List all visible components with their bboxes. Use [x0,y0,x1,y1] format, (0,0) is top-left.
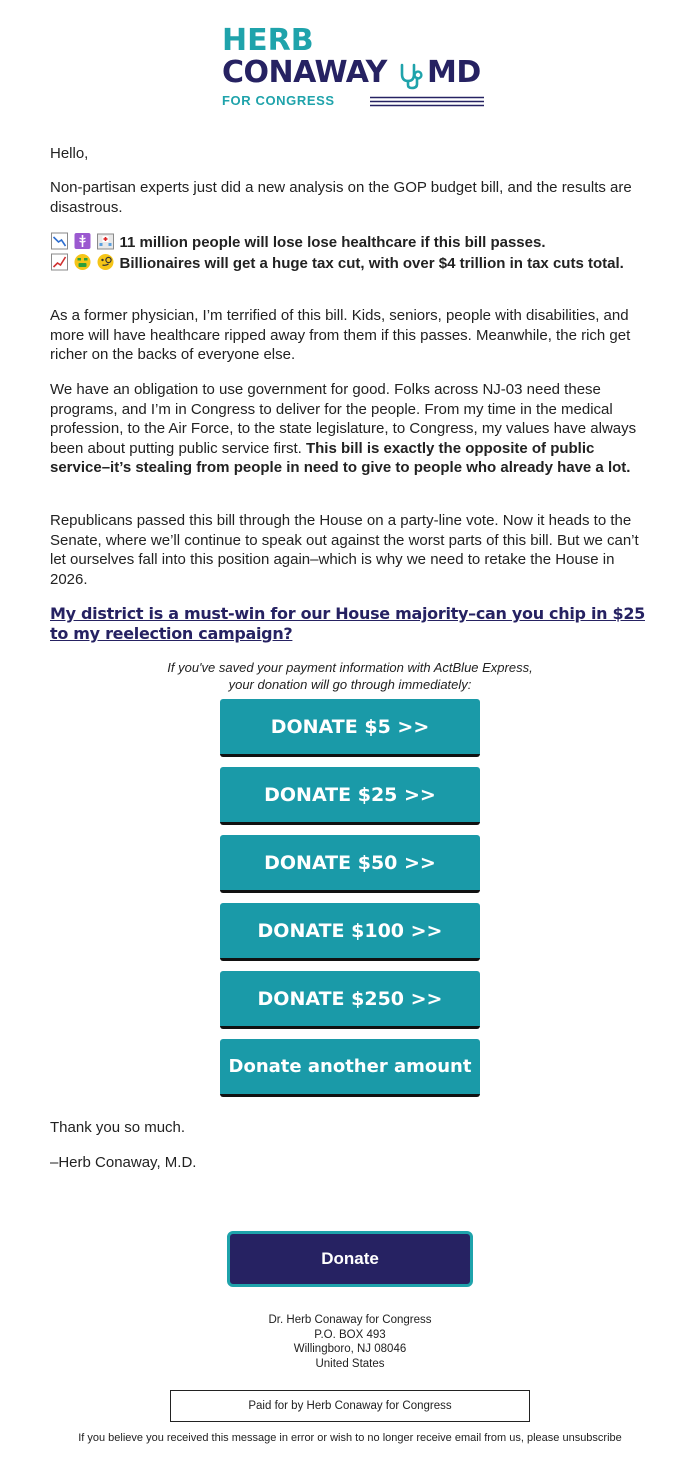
unsubscribe-link[interactable]: unsubscribe [562,1432,622,1444]
unsubscribe-text: If you believe you received this message in error or wish to no longer receive email from us, please [78,1432,563,1444]
donate-50-button[interactable]: DONATE $50 >> [220,835,480,893]
hospital-icon [96,232,115,250]
logo-md-text: MD [427,55,481,90]
donate-other-amount-button[interactable]: Donate another amount [220,1039,480,1097]
medical-symbol-icon [73,232,92,250]
actblue-express-note [100,659,600,693]
logo-decorative-lines [370,96,484,108]
physician-paragraph: As a former physician, I’m terrified of this bill. Kids, seniors, people with disabilities, and more will have healthcare ripped away from them if this passes. Meanwhile, the rich get richer on the backs of everyone else. [50,307,631,363]
logo-herb-text: HERB [222,23,314,58]
republicans-paragraph: Republicans passed this bill through the House on a party-line vote. Now it heads to the Senate, where we’ll continue to speak out against the worst parts of this bill. But we can’t let ourselves fall into this position again–which is why we need to retake the House in 2026. [50,512,639,588]
stat-line-1 [50,232,650,253]
obligation-text: We have an obligation to use government for good. Folks across NJ-03 need these programs, and I’m in Congress to deliver for the people. From my time in the medical profession, to the Air Force, to the state legislature, to Congress, my values have always been about putting public service first. [50,381,637,457]
donate-100-button[interactable]: DONATE $100 >> [220,903,480,961]
express-line-2: your donation will go through immediately: [228,677,472,692]
express-line-1: If you've saved your payment information with ActBlue Express, [167,660,533,675]
donate-5-button[interactable]: DONATE $5 >> [220,699,480,757]
logo-conaway-text: CONAWAY [222,55,387,90]
stethoscope-icon [398,62,426,90]
address-line-2: P.O. BOX 493 [314,1328,386,1341]
monocle-face-icon [96,253,115,271]
money-mouth-face-icon [73,253,92,271]
obligation-bold-text: This bill is exactly the opposite of public service–it’s stealing from people in need to give to people who already have a lot. [50,439,631,476]
stat-line-2 [50,253,650,274]
donate-25-button[interactable]: DONATE $25 >> [220,767,480,825]
thanks-line: Thank you so much. [50,1119,186,1136]
obligation-paragraph [50,380,650,478]
chart-increasing-icon [50,253,69,271]
donate-button[interactable]: Donate [227,1231,473,1287]
donate-250-button[interactable]: DONATE $250 >> [220,971,480,1029]
unsubscribe-note [20,1432,680,1444]
intro-paragraph: Non-partisan experts just did a new analysis on the GOP budget bill, and the results are disastrous. [50,179,632,216]
chart-decreasing-icon [50,232,69,250]
address-line-3: Willingboro, NJ 08046 [293,1343,407,1355]
campaign-logo [222,23,484,112]
logo-for-congress-text: FOR CONGRESS [222,93,335,108]
greeting: Hello, [50,145,89,162]
stats-block [50,232,650,273]
address-line-4: United States [315,1357,385,1370]
signature: –Herb Conaway, M.D. [50,1154,197,1171]
stat-1-text: 11 million people will lose lose healthcare if this bill passes. [119,234,546,251]
chip-in-link[interactable]: My district is a must-win for our House majority–can you chip in $25 to my reelection campaign? [50,604,645,643]
stat-2-text: Billionaires will get a huge tax cut, with over $4 trillion in tax cuts total. [119,254,624,272]
address-line-1: Dr. Herb Conaway for Congress [268,1314,432,1326]
paid-for-disclaimer: Paid for by Herb Conaway for Congress [170,1390,530,1422]
mailing-address [150,1313,550,1371]
